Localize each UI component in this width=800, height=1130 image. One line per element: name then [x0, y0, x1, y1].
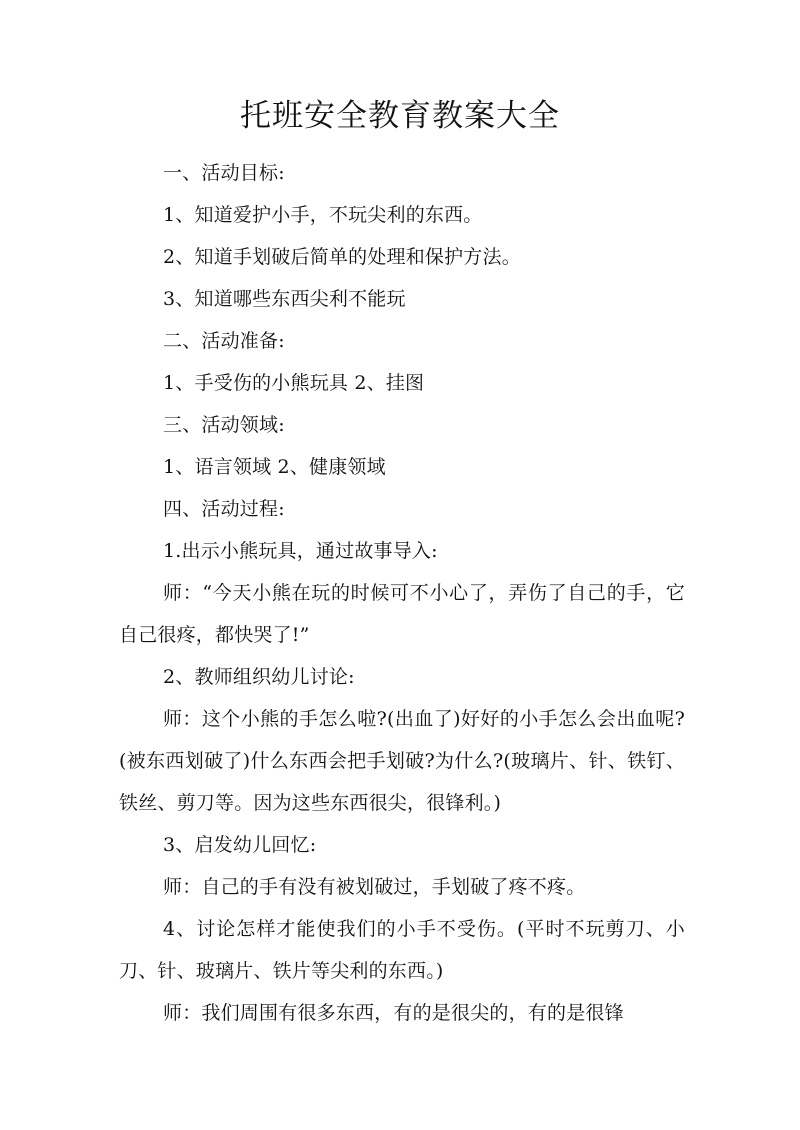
document-title: 托班安全教育教案大全 [240, 98, 560, 134]
paragraph-process-step-3: 3、启发幼儿回忆: [163, 834, 317, 856]
paragraph-section-domain-heading: 三、活动领域: [163, 414, 285, 436]
paragraph-teacher-line-2: 师：这个小熊的手怎么啦?(出血了)好好的小手怎么会出血呢?(被东西划破了)什么东西会把手划破?为什么?(玻璃片、针、铁钉、铁丝、剪刀等。因为这些东西很尖，很锋利。) [119, 708, 685, 814]
paragraph-goal-1: 1、知道爱护小手，不玩尖利的东西。 [163, 204, 483, 226]
paragraph-domain-items: 1、语言领域 2、健康领域 [163, 456, 386, 478]
paragraph-process-step-2: 2、教师组织幼儿讨论: [163, 666, 355, 688]
document-body [119, 152, 685, 1034]
paragraph-teacher-line-3: 师：自己的手有没有被划破过，手划破了疼不疼。 [163, 876, 586, 898]
paragraph-teacher-line-1: 师：“今天小熊在玩的时候可不小心了，弄伤了自己的手，它自己很疼，都快哭了!” [119, 582, 685, 646]
paragraph-goal-2: 2、知道手划破后简单的处理和保护方法。 [163, 246, 521, 268]
paragraph-section-goals-heading: 一、活动目标: [163, 162, 285, 184]
paragraph-goal-3: 3、知道哪些东西尖利不能玩 [163, 288, 406, 310]
paragraph-preparation-items: 1、手受伤的小熊玩具 2、挂图 [163, 372, 425, 394]
paragraph-section-preparation-heading: 二、活动准备: [163, 330, 285, 352]
paragraph-process-step-4: 4、讨论怎样才能使我们的小手不受伤。(平时不玩剪刀、小刀、针、玻璃片、铁片等尖利的东西。) [119, 918, 685, 982]
paragraph-teacher-line-4: 师：我们周围有很多东西，有的是很尖的，有的是很锋 [163, 1002, 624, 1024]
paragraph-process-step-1: 1.出示小熊玩具，通过故事导入: [163, 540, 438, 562]
paragraph-section-process-heading: 四、活动过程: [163, 498, 285, 520]
